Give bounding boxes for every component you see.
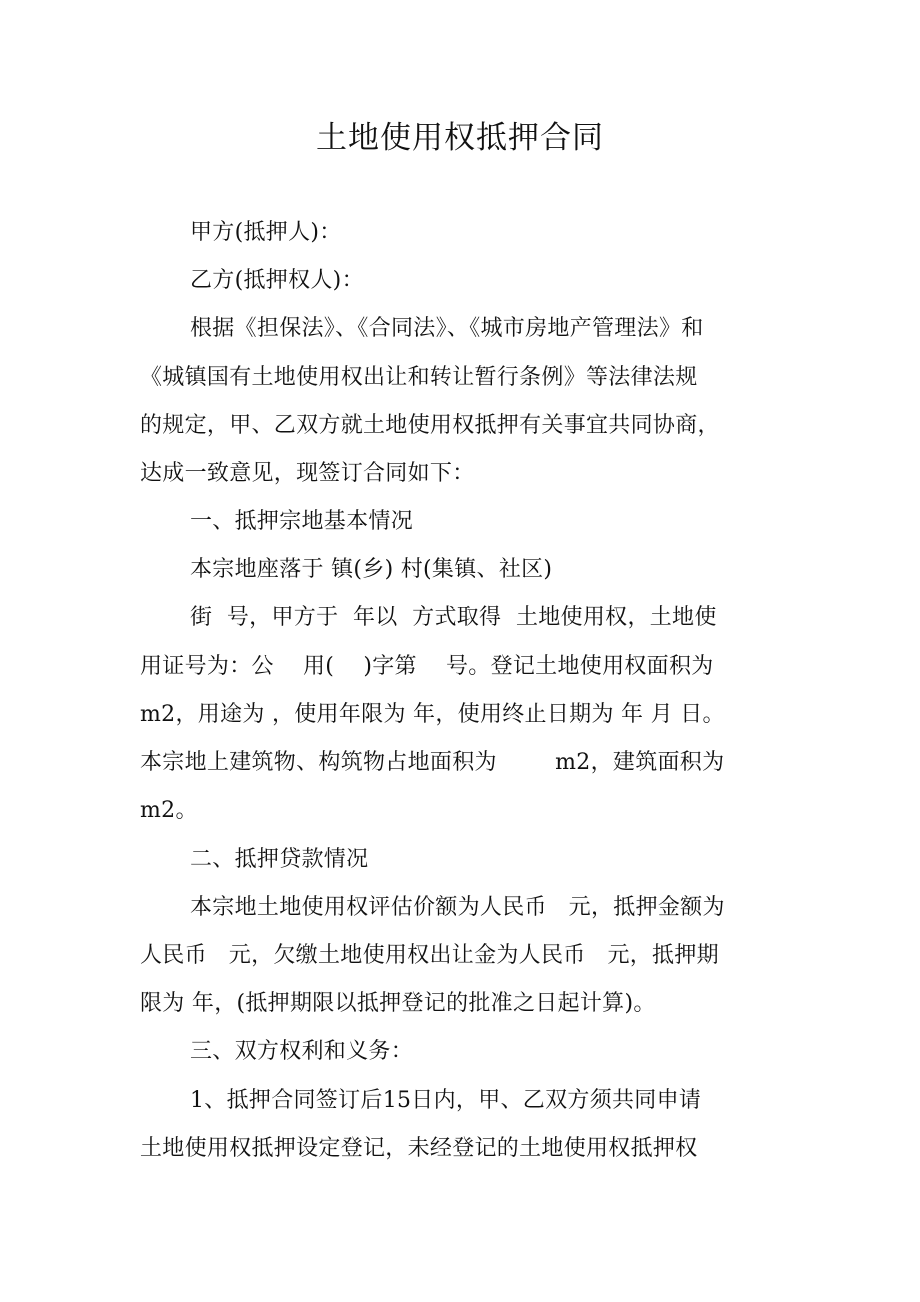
party-a-line: 甲方(抵押人)： [190, 220, 342, 245]
section-1-line-2: 街 号，甲方于 年以 方式取得 土地使用权，土地使 [190, 605, 717, 630]
section-1-line-5: 本宗地上建筑物、构筑物占地面积为 m2，建筑面积为 [140, 750, 725, 775]
preamble-line-3: 的规定，甲、乙双方就土地使用权抵押有关事宜共同协商， [140, 413, 720, 438]
section-1-line-6: m2。 [140, 798, 198, 823]
section-1-line-1: 本宗地座落于 镇(乡) 村(集镇、社区) [190, 557, 553, 582]
section-2-line-1: 本宗地土地使用权评估价额为人民币 元，抵押金额为 [190, 895, 725, 920]
document-title: 土地使用权抵押合同 [316, 120, 604, 156]
section-2-line-2: 人民币 元，欠缴土地使用权出让金为人民币 元，抵押期 [140, 943, 719, 968]
preamble-line-4: 达成一致意见，现签订合同如下： [140, 461, 475, 486]
section-1-line-4: m2，用途为 ，使用年限为 年，使用终止日期为 年 月 日。 [140, 702, 725, 727]
section-3-line-2: 土地使用权抵押设定登记，未经登记的土地使用权抵押权 [140, 1136, 698, 1161]
section-3-line-1: 1、抵押合同签订后15日内，甲、乙双方须共同申请 [190, 1088, 702, 1113]
preamble-line-1: 根据《担保法》、《合同法》、《城市房地产管理法》和 [190, 316, 704, 341]
section-2-line-3: 限为 年，(抵押期限以抵押登记的批准之日起计算)。 [140, 991, 656, 1016]
preamble-line-2: 《城镇国有土地使用权出让和转让暂行条例》等法律法规 [140, 365, 698, 390]
section-1-line-3: 用证号为：公 用( )字第 号。登记土地使用权面积为 [140, 654, 714, 679]
section-heading-1: 一、抵押宗地基本情况 [190, 509, 414, 534]
party-b-line: 乙方(抵押权人)： [190, 268, 364, 293]
section-heading-3: 三、双方权利和义务： [190, 1039, 414, 1064]
section-heading-2: 二、抵押贷款情况 [190, 847, 369, 872]
